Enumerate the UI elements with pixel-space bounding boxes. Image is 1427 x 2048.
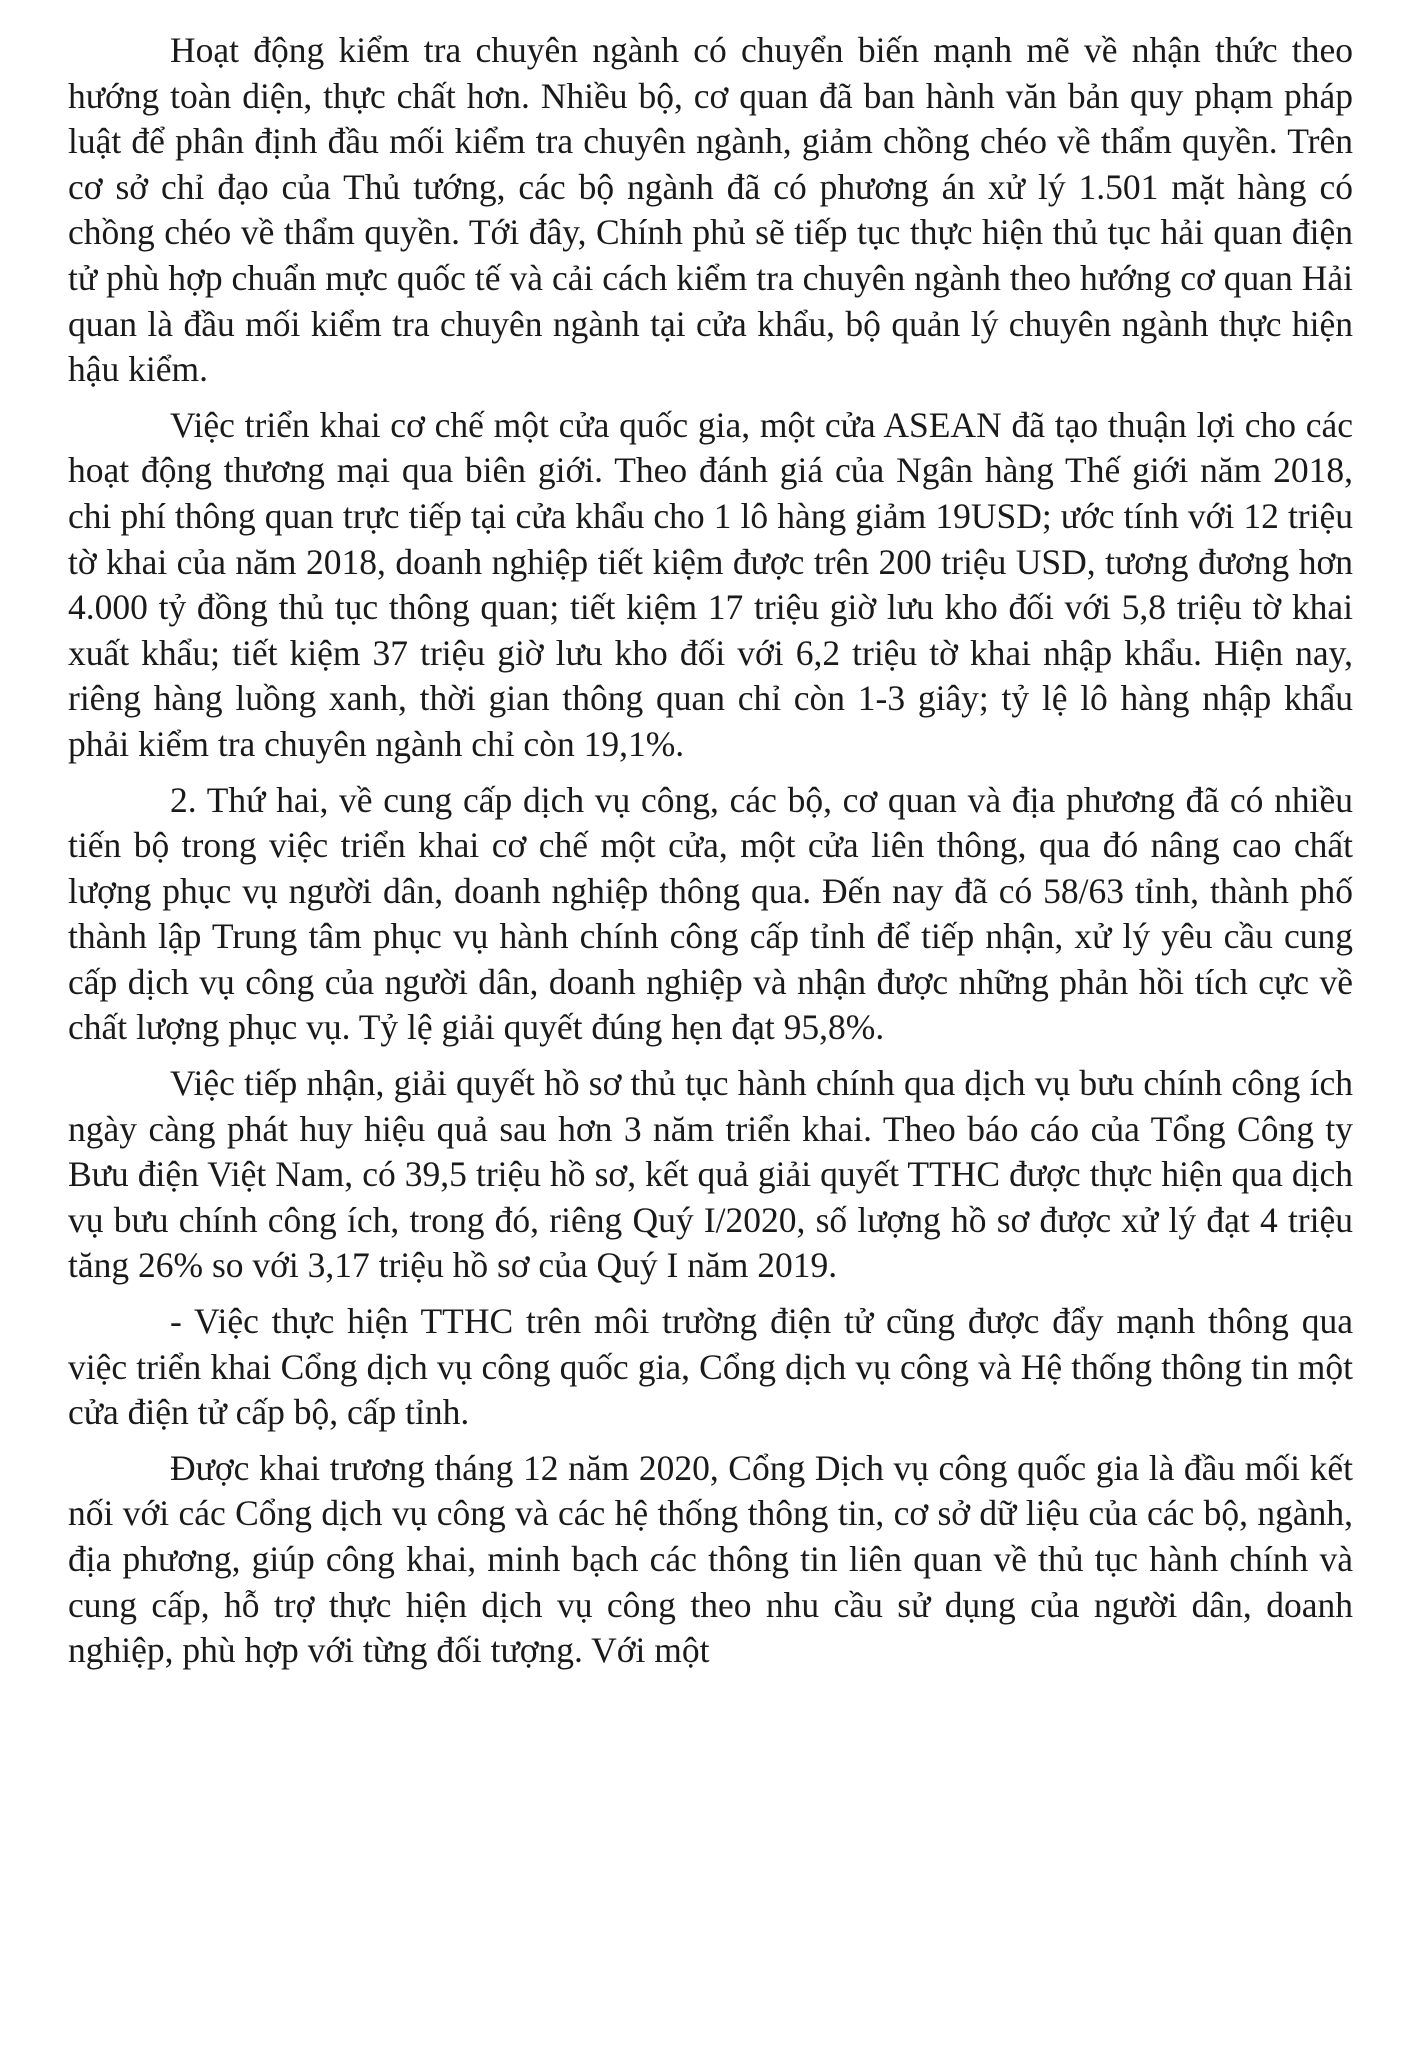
paragraph-public-services: 2. Thứ hai, về cung cấp dịch vụ công, các bộ, cơ quan và địa phương đã có nhiều tiến bộ trong việc triển khai cơ chế một cửa, một cửa liên thông, qua đó nâng cao chất lượng phục vụ người dân, doanh nghiệp thông qua. Đến nay đã có 58/63 tỉnh, thành phố thành lập Trung tâm phục vụ hành chính công cấp tỉnh để tiếp nhận, xử lý yêu cầu cung cấp dịch vụ công của người dân, doanh nghiệp và nhận được những phản hồi tích cực về chất lượng phục vụ. Tỷ lệ giải quyết đúng hẹn đạt 95,8%. [68, 779, 1353, 1048]
paragraph-national-portal: Được khai trương tháng 12 năm 2020, Cổng Dịch vụ công quốc gia là đầu mối kết nối với các Cổng dịch vụ công và các hệ thống thông tin, cơ sở dữ liệu của các bộ, ngành, địa phương, giúp công khai, minh bạch các thông tin liên quan về thủ tục hành chính và cung cấp, hỗ trợ thực hiện dịch vụ công theo nhu cầu sử dụng của người dân, doanh nghiệp, phù hợp với từng đối tượng. Với một [68, 1447, 1353, 1671]
paragraph-postal-services: Việc tiếp nhận, giải quyết hồ sơ thủ tục hành chính qua dịch vụ bưu chính công ích ngày càng phát huy hiệu quả sau hơn 3 năm triển khai. Theo báo cáo của Tổng Công ty Bưu điện Việt Nam, có 39,5 triệu hồ sơ, kết quả giải quyết TTHC được thực hiện qua dịch vụ bưu chính công ích, trong đó, riêng Quý I/2020, số lượng hồ sơ được xử lý đạt 4 triệu tăng 26% so với 3,17 triệu hồ sơ của Quý I năm 2019. [68, 1063, 1353, 1286]
paragraph-electronic-procedures: - Việc thực hiện TTHC trên môi trường điện tử cũng được đẩy mạnh thông qua việc triển khai Cổng dịch vụ công quốc gia, Cổng dịch vụ công và Hệ thống thông tin một cửa điện tử cấp bộ, cấp tỉnh. [68, 1301, 1353, 1433]
paragraph-specialized-inspection: Hoạt động kiểm tra chuyên ngành có chuyển biến mạnh mẽ về nhận thức theo hướng toàn diện, thực chất hơn. Nhiều bộ, cơ quan đã ban hành văn bản quy phạm pháp luật để phân định đầu mối kiểm tra chuyên ngành, giảm chồng chéo về thẩm quyền. Trên cơ sở chỉ đạo của Thủ tướng, các bộ ngành đã có phương án xử lý 1.501 mặt hàng có chồng chéo về thẩm quyền. Tới đây, Chính phủ sẽ tiếp tục thực hiện thủ tục hải quan điện tử phù hợp chuẩn mực quốc tế và cải cách kiểm tra chuyên ngành theo hướng cơ quan Hải quan là đầu mối kiểm tra chuyên ngành tại cửa khẩu, bộ quản lý chuyên ngành thực hiện hậu kiểm. [68, 30, 1353, 390]
document-page [68, 28, 1353, 2028]
paragraph-national-single-window: Việc triển khai cơ chế một cửa quốc gia, một cửa ASEAN đã tạo thuận lợi cho các hoạt động thương mại qua biên giới. Theo đánh giá của Ngân hàng Thế giới năm 2018, chi phí thông quan trực tiếp tại cửa khẩu cho 1 lô hàng giảm 19USD; ước tính với 12 triệu tờ khai của năm 2018, doanh nghiệp tiết kiệm được trên 200 triệu USD, tương đương hơn 4.000 tỷ đồng thủ tục thông quan; tiết kiệm 17 triệu giờ lưu kho đối với 5,8 triệu tờ khai xuất khẩu; tiết kiệm 37 triệu giờ lưu kho đối với 6,2 triệu tờ khai nhập khẩu. Hiện nay, riêng hàng luồng xanh, thời gian thông quan chỉ còn 1-3 giây; tỷ lệ lô hàng nhập khẩu phải kiểm tra chuyên ngành chỉ còn 19,1%. [68, 404, 1353, 764]
